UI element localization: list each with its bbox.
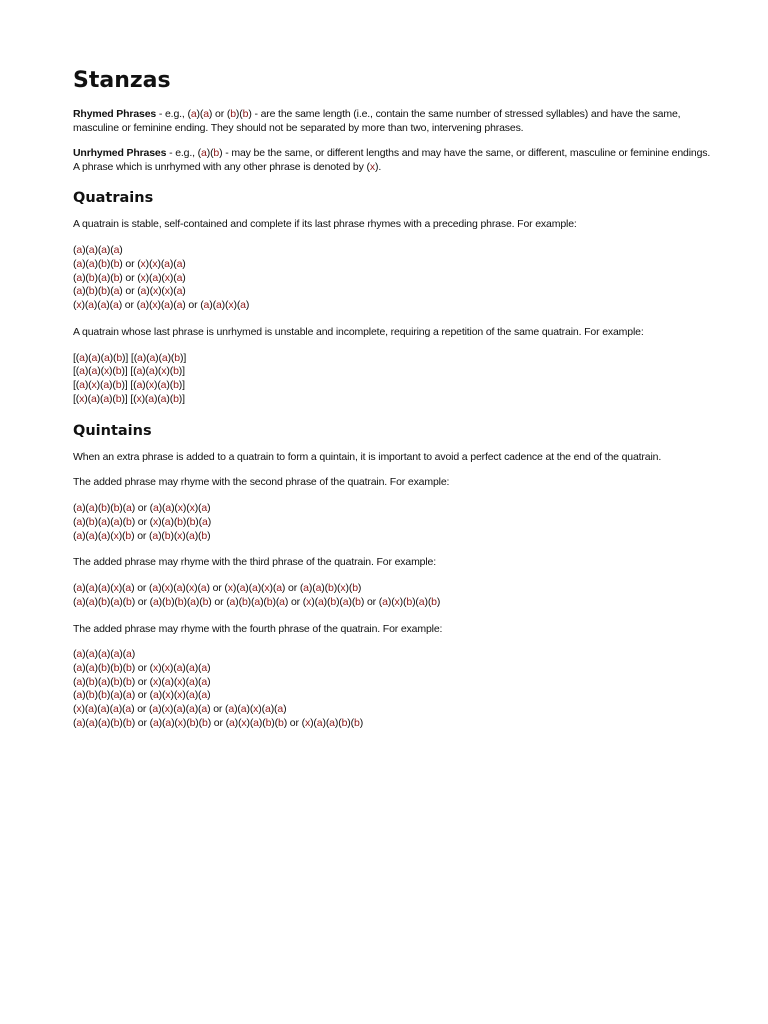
unrhymed-example-2: (x) bbox=[366, 160, 379, 173]
rhymed-pre-text: - e.g., bbox=[156, 108, 188, 120]
rhymed-post-text: - are the same length (i.e., contain the same number of stressed syllables) and have the same, masculine or feminine ending. They should not be separated by more than two, intervening phrases. bbox=[73, 108, 681, 134]
quatrains-heading: Quatrains bbox=[73, 190, 154, 207]
rhymed-phrases-definition bbox=[73, 108, 713, 135]
example-line: (a)(b)(a)(a)(b) or (x)(a)(b)(b)(a) bbox=[73, 515, 212, 528]
quatrains-unstable-intro: A quatrain whose last phrase is unrhymed is unstable and incomplete, requiring a repetition of the same quatrain. For example: bbox=[73, 325, 644, 338]
example-line: (a)(a)(b)(a)(b) or (a)(b)(b)(a)(b) or (a)(b)(a)(b)(a) or (x)(a)(b)(a)(b) or (a)(x)(b)(a)(b) bbox=[73, 595, 441, 608]
rhymed-phrases-term: Rhymed Phrases bbox=[73, 108, 157, 120]
example-line: (a)(a)(a)(a)(a) bbox=[73, 648, 136, 661]
quintains-second-intro: The added phrase may rhyme with the second phrase of the quatrain. For example: bbox=[73, 476, 450, 489]
rhymed-or-text: or bbox=[212, 108, 227, 120]
example-line: [(a)(a)(x)(b)] [(a)(a)(x)(b)] bbox=[73, 365, 185, 378]
example-line: (a)(b)(a)(b)(b) or (x)(a)(x)(a)(a) bbox=[73, 675, 211, 688]
quintains-fourth-examples bbox=[73, 648, 713, 731]
document-content bbox=[73, 66, 713, 744]
example-line: [(a)(x)(a)(b)] [(a)(x)(a)(b)] bbox=[73, 379, 185, 392]
rhymed-example-1: (a)(a) bbox=[187, 108, 213, 120]
example-line: (a)(a)(b)(b) or (x)(x)(a)(a) bbox=[73, 257, 186, 270]
quintains-fourth-intro: The added phrase may rhyme with the fourth phrase of the quatrain. For example: bbox=[73, 622, 443, 635]
quintains-intro: When an extra phrase is added to a quatrain to form a quintain, it is important to avoid a perfect cadence at the end of the quatrain. bbox=[73, 450, 662, 463]
example-line: (a)(a)(a)(a) bbox=[73, 243, 123, 256]
page-title: Stanzas bbox=[73, 68, 171, 93]
rhymed-example-2: (b)(b) bbox=[226, 108, 252, 120]
unrhymed-mid-text: - may be the same, or different lengths and may have the same, or different, masculine or feminine endings. A phrase which is unrhymed with any other phrase is denoted by bbox=[73, 147, 711, 173]
quatrains-stable-intro: A quatrain is stable, self-contained and complete if its last phrase rhymes with a preceding phrase. For example: bbox=[73, 218, 577, 231]
unrhymed-pre-text: - e.g., bbox=[166, 147, 198, 160]
quatrains-stable-examples bbox=[73, 244, 713, 313]
example-line: (a)(b)(a)(b) or (x)(a)(x)(a) bbox=[73, 271, 186, 284]
example-line: (a)(b)(b)(a)(a) or (a)(x)(x)(a)(a) bbox=[73, 689, 211, 702]
example-line: (a)(a)(b)(b)(a) or (a)(a)(x)(x)(a) bbox=[73, 501, 211, 514]
example-line: (a)(a)(a)(b)(b) or (a)(a)(x)(b)(b) or (a)(x)(a)(b)(b) or (x)(a)(a)(b)(b) bbox=[73, 717, 364, 730]
quintains-third-intro: The added phrase may rhyme with the third phrase of the quatrain. For example: bbox=[73, 556, 436, 569]
example-line: [(x)(a)(a)(b)] [(x)(a)(a)(b)] bbox=[73, 392, 185, 405]
quintains-second-examples bbox=[73, 502, 713, 543]
unrhymed-example-1: (a)(b) bbox=[197, 147, 223, 160]
quintains-third-examples bbox=[73, 582, 713, 610]
unrhymed-phrases-definition bbox=[73, 147, 713, 174]
example-line: (a)(a)(a)(x)(b) or (a)(b)(x)(a)(b) bbox=[73, 529, 211, 542]
quintains-heading: Quintains bbox=[73, 422, 152, 439]
example-line: (a)(a)(b)(b)(b) or (x)(x)(a)(a)(a) bbox=[73, 661, 211, 674]
quatrains-unstable-examples bbox=[73, 352, 713, 407]
example-line: (a)(b)(b)(a) or (a)(x)(x)(a) bbox=[73, 285, 186, 298]
example-line: (a)(a)(a)(x)(a) or (a)(x)(a)(x)(a) or (x)(a)(a)(x)(a) or (a)(a)(b)(x)(b) bbox=[73, 581, 362, 594]
unrhymed-phrases-term: Unrhymed Phrases bbox=[73, 147, 167, 160]
example-line: (x)(a)(a)(a) or (a)(x)(a)(a) or (a)(a)(x)(a) bbox=[73, 299, 250, 312]
example-line: (x)(a)(a)(a)(a) or (a)(x)(a)(a)(a) or (a)(a)(x)(a)(a) bbox=[73, 703, 287, 716]
example-line: [(a)(a)(a)(b)] [(a)(a)(a)(b)] bbox=[73, 351, 187, 364]
unrhymed-end-text: . bbox=[378, 160, 382, 173]
